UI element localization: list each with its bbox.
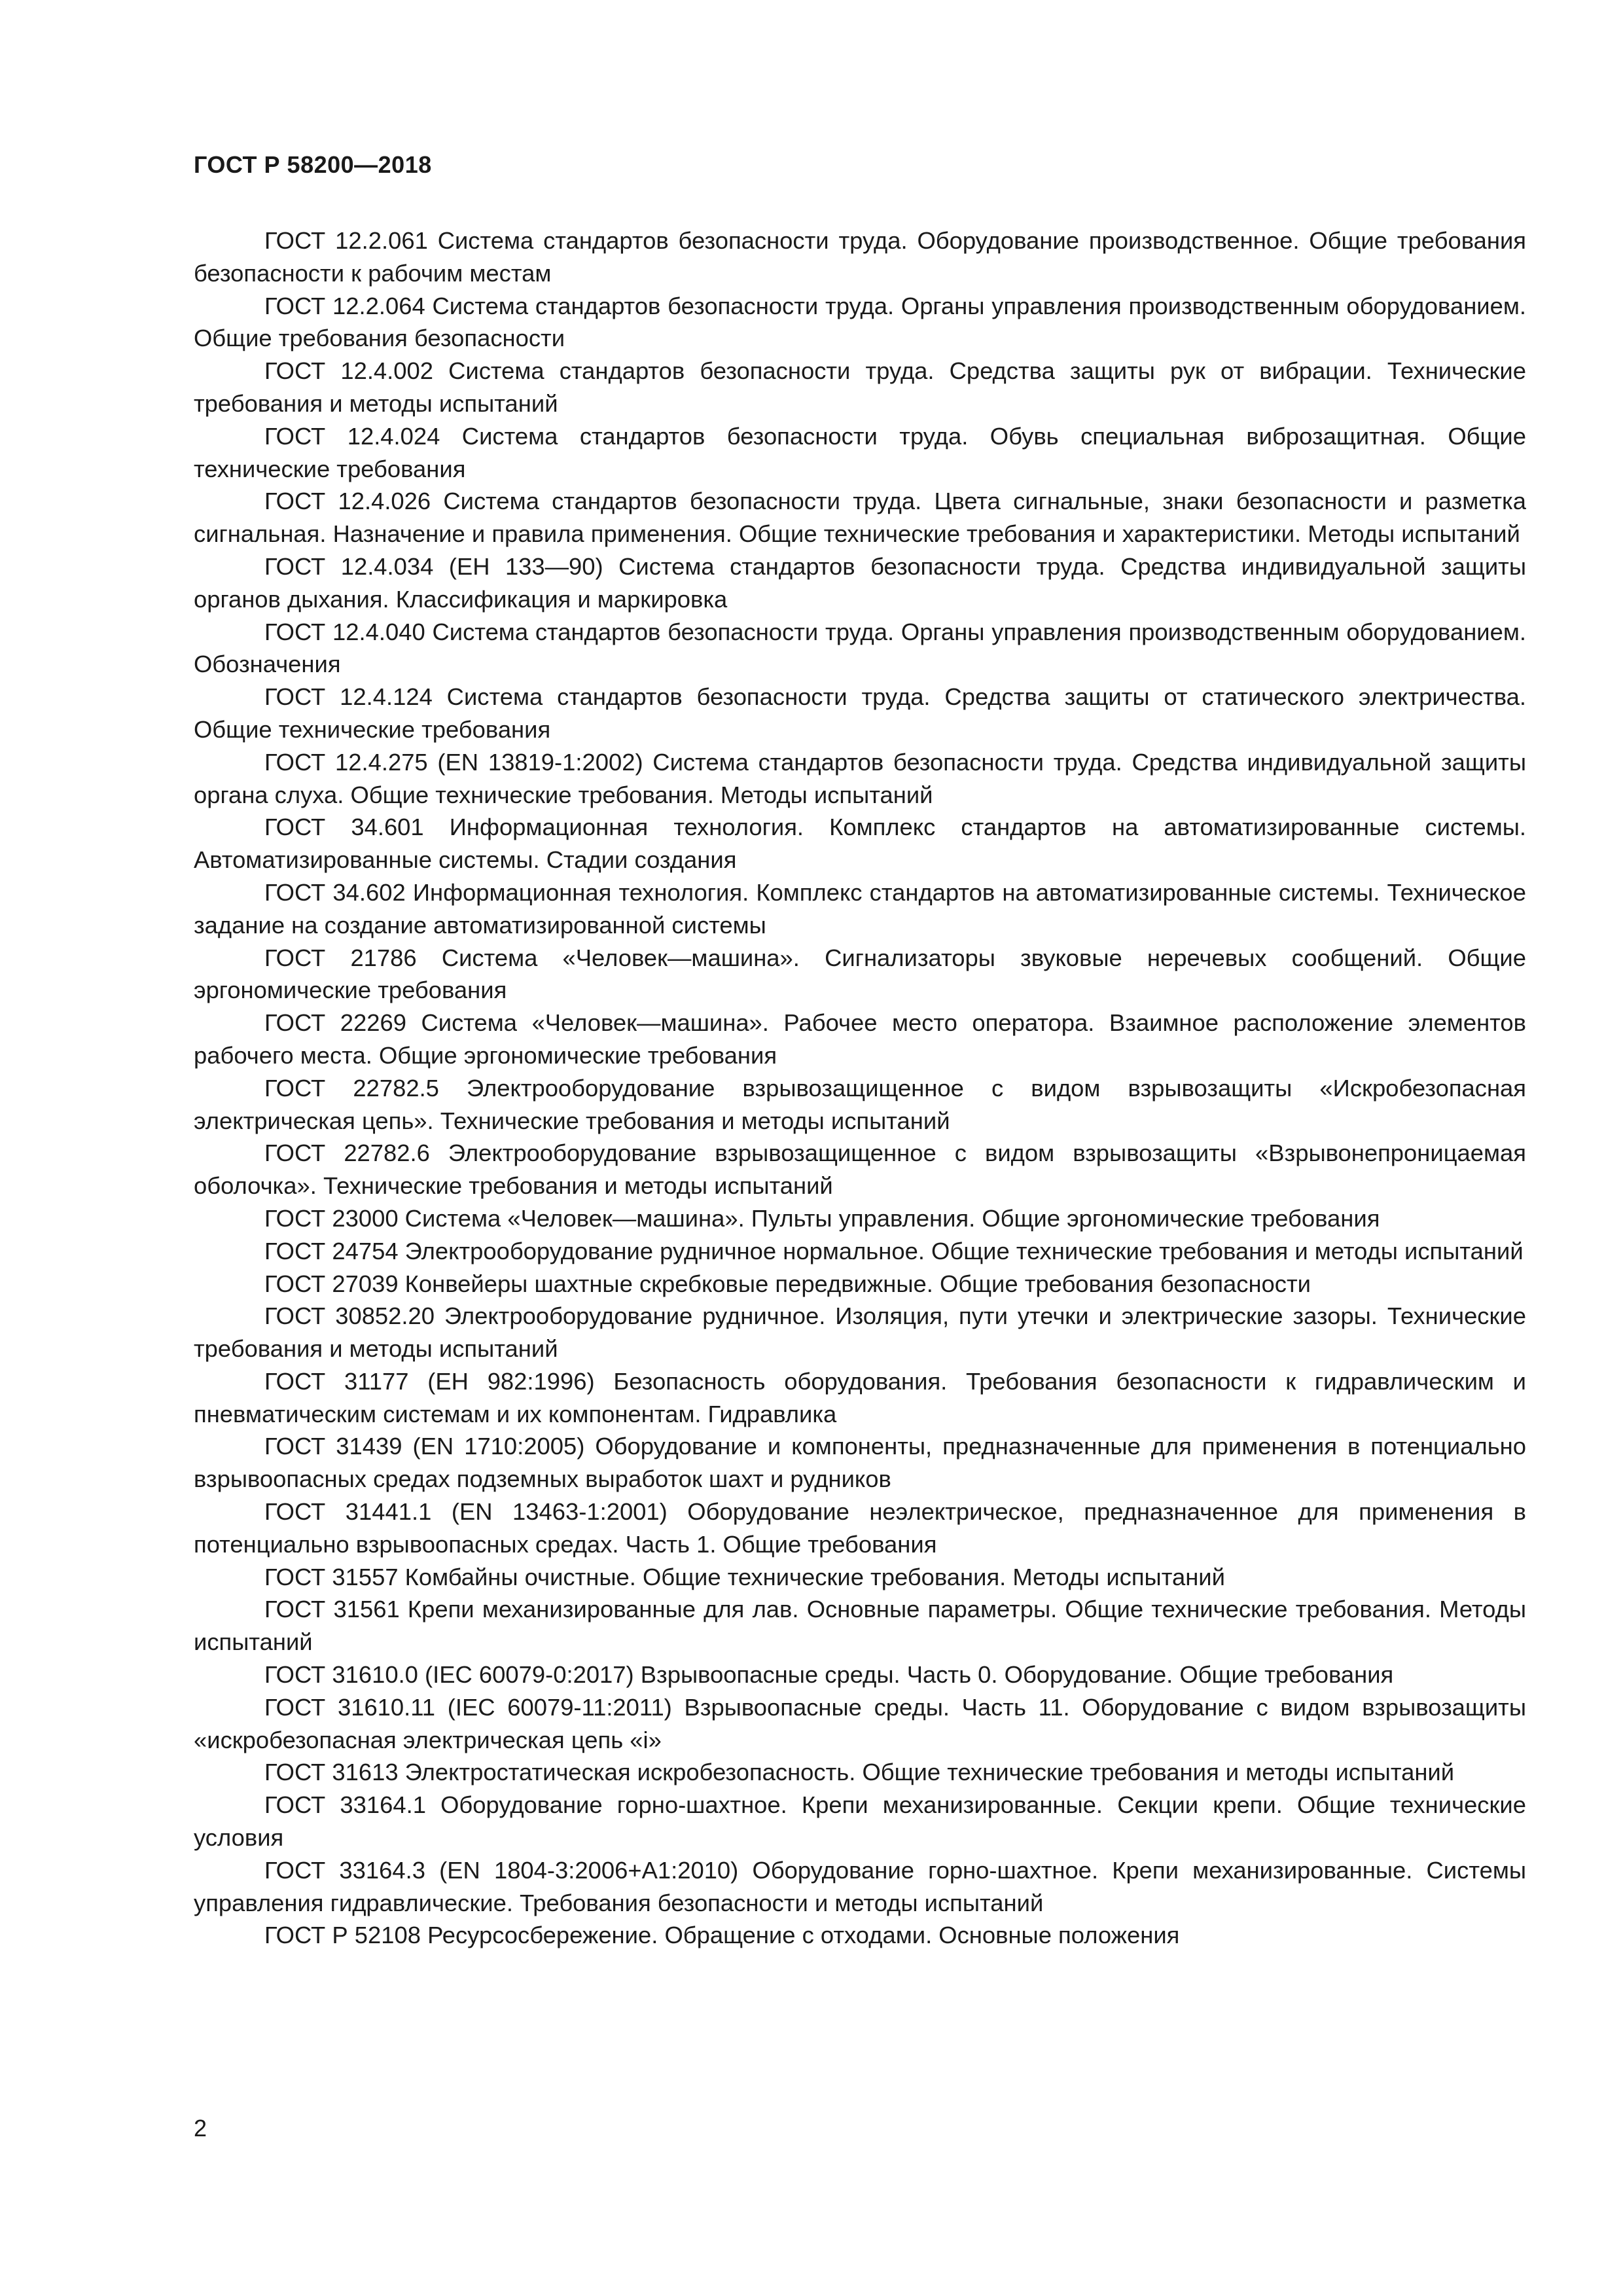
reference-entry: ГОСТ 33164.1 Оборудование горно-шахтное. Крепи механизированные. Секции крепи. Общие технические условия [194,1791,1526,1852]
reference-entry: ГОСТ 31610.0 (IEC 60079-0:2017) Взрывоопасные среды. Часть 0. Оборудование. Общие требования [264,1661,1394,1689]
reference-entry: ГОСТ 12.4.040 Система стандартов безопасности труда. Органы управления производственным оборудованием. Обозначения [194,618,1526,678]
reference-entry: ГОСТ 21786 Система «Человек—машина». Сигнализаторы звуковые неречевых сообщений. Общие эргономические требования [194,944,1526,1004]
reference-entry: ГОСТ 30852.20 Электрооборудование рудничное. Изоляция, пути утечки и электрические зазоры. Технические требования и методы испытаний [194,1302,1526,1363]
reference-entry: ГОСТ 31561 Крепи механизированные для лав. Основные параметры. Общие технические требования. Методы испытаний [194,1596,1526,1656]
reference-entry: ГОСТ 33164.3 (EN 1804-3:2006+А1:2010) Оборудование горно-шахтное. Крепи механизированные. Системы управления гидравлические. Требования безопасности и методы испытаний [194,1856,1526,1916]
reference-entry: ГОСТ 12.4.275 (EN 13819-1:2002) Система стандартов безопасности труда. Средства индивидуальной защиты органа слуха. Общие технические требования. Методы испытаний [194,748,1526,808]
reference-entry: ГОСТ 31177 (ЕН 982:1996) Безопасность оборудования. Требования безопасности к гидравлическим и пневматическим системам и их компонентам. Гидравлика [194,1367,1526,1427]
page-number: 2 [194,2115,207,2142]
reference-entry: ГОСТ 12.2.064 Система стандартов безопасности труда. Органы управления производственным оборудованием. Общие требования безопасности [194,292,1526,352]
reference-entry: ГОСТ 12.4.002 Система стандартов безопасности труда. Средства защиты рук от вибрации. Технические требования и методы испытаний [194,357,1526,417]
reference-entry: ГОСТ 12.2.061 Система стандартов безопасности труда. Оборудование производственное. Общие требования безопасности к рабочим местам [194,227,1526,287]
reference-entry: ГОСТ 22269 Система «Человек—машина». Рабочее место оператора. Взаимное расположение элементов рабочего места. Общие эргономические требования [194,1009,1526,1069]
reference-entry: ГОСТ 23000 Система «Человек—машина». Пульты управления. Общие эргономические требования [264,1204,1380,1232]
reference-entry: ГОСТ 31441.1 (EN 13463-1:2001) Оборудование неэлектрическое, предназначенное для применения в потенциально взрывоопасных средах. Часть 1. Общие требования [194,1498,1526,1558]
reference-entry: ГОСТ 31613 Электростатическая искробезопасность. Общие технические требования и методы испытаний [264,1759,1455,1786]
reference-entry: ГОСТ 12.4.024 Система стандартов безопасности труда. Обувь специальная виброзащитная. Общие технические требования [194,422,1526,482]
reference-entry: ГОСТ Р 52108 Ресурсосбережение. Обращение с отходами. Основные положения [264,1922,1180,1949]
document-header: ГОСТ Р 58200—2018 [194,151,432,178]
reference-entry: ГОСТ 12.4.026 Система стандартов безопасности труда. Цвета сигнальные, знаки безопасности и разметка сигнальная. Назначение и правила применения. Общие технические требования и характеристики. Методы испытаний [194,488,1526,548]
reference-entry: ГОСТ 31557 Комбайны очистные. Общие технические требования. Методы испытаний [264,1563,1225,1590]
reference-entry: ГОСТ 22782.6 Электрооборудование взрывозащищенное с видом взрывозащиты «Взрывонепроницаемая оболочка». Технические требования и методы испытаний [194,1139,1526,1200]
reference-entry: ГОСТ 12.4.034 (ЕН 133—90) Система стандартов безопасности труда. Средства индивидуальной защиты органов дыхания. Классификация и маркировка [194,552,1526,613]
reference-entry: ГОСТ 27039 Конвейеры шахтные скребковые передвижные. Общие требования безопасности [264,1270,1311,1297]
normative-references-list [194,224,1526,1952]
reference-entry: ГОСТ 24754 Электрооборудование рудничное нормальное. Общие технические требования и методы испытаний [264,1237,1524,1265]
reference-entry: ГОСТ 22782.5 Электрооборудование взрывозащищенное с видом взрывозащиты «Искробезопасная электрическая цепь». Технические требования и методы испытаний [194,1074,1526,1134]
reference-entry: ГОСТ 31439 (EN 1710:2005) Оборудование и компоненты, предназначенные для применения в потенциально взрывоопасных средах подземных выработок шахт и рудников [194,1433,1526,1493]
reference-entry: ГОСТ 12.4.124 Система стандартов безопасности труда. Средства защиты от статического электричества. Общие технические требования [194,683,1526,743]
reference-entry: ГОСТ 31610.11 (IEC 60079-11:2011) Взрывоопасные среды. Часть 11. Оборудование с видом взрывозащиты «искробезопасная электрическая цепь «i» [194,1693,1526,1753]
reference-entry: ГОСТ 34.601 Информационная технология. Комплекс стандартов на автоматизированные системы. Автоматизированные системы. Стадии создания [194,814,1526,874]
reference-entry: ГОСТ 34.602 Информационная технология. Комплекс стандартов на автоматизированные системы. Техническое задание на создание автоматизированной системы [194,878,1526,939]
